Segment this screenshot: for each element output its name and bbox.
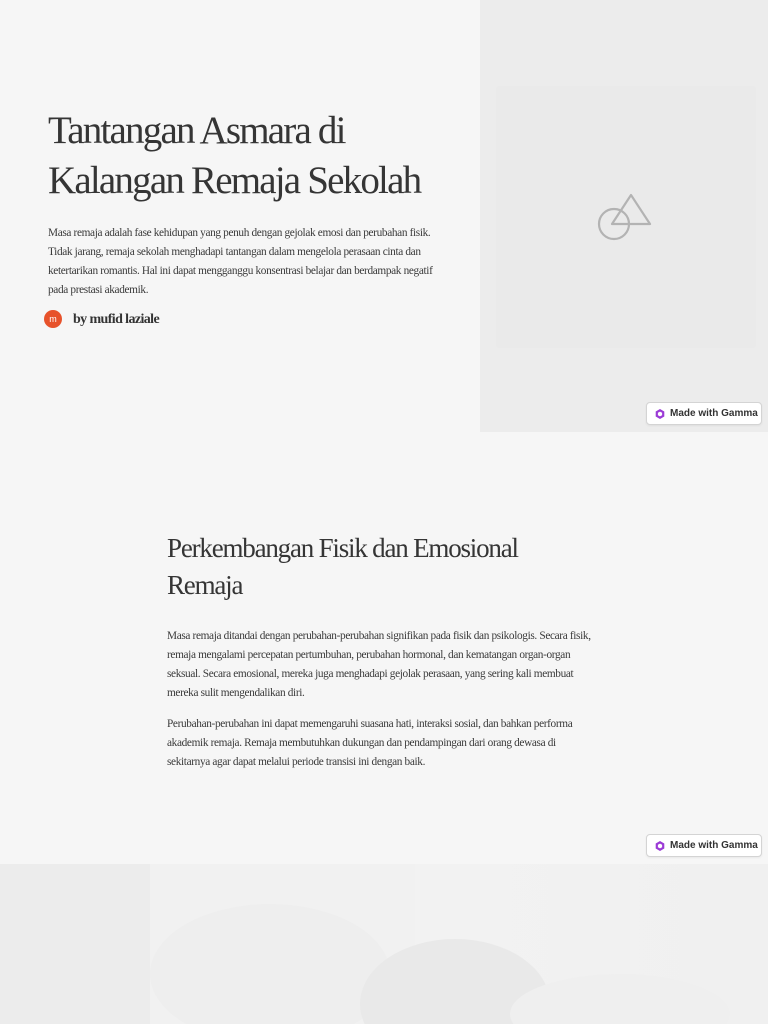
- made-with-gamma-badge[interactable]: [646, 402, 762, 425]
- author-avatar: m: [44, 310, 62, 328]
- gamma-logo-icon: [655, 409, 665, 419]
- author-name: by mufid laziale: [73, 312, 160, 327]
- faded-background-photo: [0, 864, 768, 1024]
- slide-2-paragraph: Perubahan-perubahan ini dapat memengaruhi suasana hati, interaksi sosial, dan bahkan performa akademik remaja. Remaja membutuhkan dukungan dan pendampingan dari orang dewasa di sekitarnya agar dapat melalui periode transisi ini dengan baik.: [167, 718, 573, 768]
- gamma-logo-icon: [655, 841, 665, 851]
- shapes-placeholder-icon: [596, 192, 652, 242]
- slide-1-title: Tantangan Asmara di Kalangan Remaja Sekolah: [48, 109, 421, 202]
- slide-3-image: [0, 864, 768, 1024]
- badge-label: Made with Gamma: [670, 408, 758, 419]
- slide-1-description: Masa remaja adalah fase kehidupan yang penuh dengan gejolak emosi dan perubahan fisik. Tidak jarang, remaja sekolah menghadapi tantangan dalam mengelola perasaan cinta dan ketertarikan romantis. Hal ini dapat mengganggu konsentrasi belajar dan berdampak negatif pada prestasi akademik.: [48, 227, 433, 296]
- slide-2-paragraph: Masa remaja ditandai dengan perubahan-perubahan signifikan pada fisik dan psikologis. Secara fisik, remaja mengalami percepatan pertumbuhan, perubahan hormonal, dan kematangan organ-organ seksual. Secara emosional, mereka juga menghadapi gejolak perasaan, yang sering kali membuat mereka sulit mengendalikan diri.: [167, 630, 591, 699]
- made-with-gamma-badge[interactable]: [646, 834, 762, 857]
- badge-label: Made with Gamma: [670, 840, 758, 851]
- slide-1: [0, 0, 768, 432]
- slide-2-title: Perkembangan Fisik dan Emosional Remaja: [167, 533, 518, 600]
